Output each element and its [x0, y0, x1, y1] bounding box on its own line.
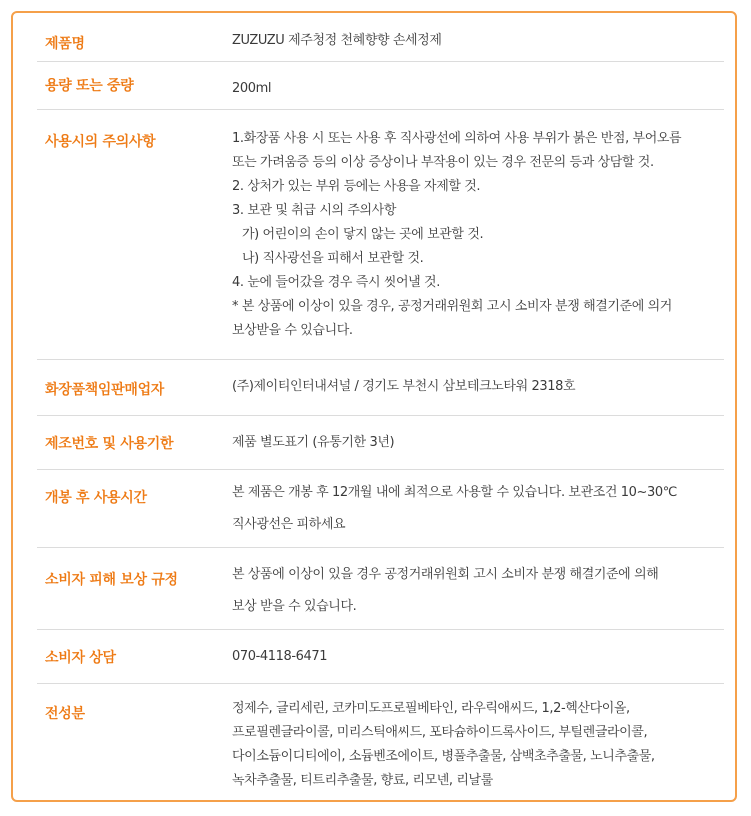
distributor-text: (주)제이티인터내셔널 / 경기도 부천시 삼보테크노타워 2318호 — [232, 379, 576, 394]
manufacture-label: 제조번호 및 사용기한 — [45, 436, 174, 452]
distributor-label: 화장품책임판매업자 — [45, 382, 165, 398]
row-distributor — [37, 359, 724, 416]
product-name-value — [232, 29, 722, 53]
after-opening-label: 개봉 후 사용시간 — [45, 490, 147, 506]
compensation-label: 소비자 피해 보상 규정 — [45, 572, 178, 588]
row-ingredients — [37, 683, 724, 798]
manufacture-value — [232, 431, 722, 455]
product-name-label: 제품명 — [45, 36, 85, 52]
row-cautions — [37, 109, 724, 360]
after-opening-value — [232, 481, 722, 537]
cautions-value — [232, 127, 722, 343]
row-volume — [37, 61, 724, 110]
after-opening-line: 본 제품은 개봉 후 12개월 내에 최적으로 사용할 수 있습니다. 보관조건 10~30℃ — [232, 485, 677, 500]
caution-line: 3. 보관 및 취급 시의 주의사항 — [232, 203, 397, 218]
caution-line: 보상받을 수 있습니다. — [232, 323, 353, 338]
row-compensation — [37, 547, 724, 630]
caution-line: 4. 눈에 들어갔을 경우 즉시 씻어낼 것. — [232, 275, 440, 290]
volume-label: 용량 또는 중량 — [45, 78, 134, 94]
compensation-line: 본 상품에 이상이 있을 경우 공정거래위원회 고시 소비자 분쟁 해결기준에 의해 — [232, 567, 659, 582]
product-name-text: ZUZUZU 제주청정 천혜향향 손세정제 — [232, 33, 442, 48]
ingredients-line: 정제수, 글리세린, 코카미도프로필베타인, 라우릭애씨드, 1,2-헥산다이올, — [232, 701, 630, 716]
row-after-opening — [37, 469, 724, 548]
consultation-label: 소비자 상담 — [45, 650, 116, 666]
caution-line: 또는 가려움증 등의 이상 증상이나 부작용이 있는 경우 전문의 등과 상담할 것. — [232, 155, 654, 170]
cautions-label: 사용시의 주의사항 — [45, 134, 156, 150]
caution-line: 나) 직사광선을 피해서 보관할 것. — [242, 251, 424, 266]
row-consultation — [37, 629, 724, 684]
compensation-line: 보상 받을 수 있습니다. — [232, 599, 357, 614]
caution-line: 1.화장품 사용 시 또는 사용 후 직사광선에 의하여 사용 부위가 붉은 반점, 부어오름 — [232, 131, 682, 146]
compensation-value — [232, 563, 722, 619]
product-info-table — [11, 11, 737, 802]
row-manufacture — [37, 415, 724, 470]
row-product-name — [37, 13, 724, 62]
caution-line: * 본 상품에 이상이 있을 경우, 공정거래위원회 고시 소비자 분쟁 해결기준에 의거 — [232, 299, 672, 314]
ingredients-value — [232, 697, 722, 793]
ingredients-line: 프로필렌글라이콜, 미리스틱애씨드, 포타슘하이드록사이드, 부틸렌글라이콜, — [232, 725, 648, 740]
ingredients-line: 다이소듐이디티에이, 소듐벤조에이트, 병풀추출물, 삼백초추출물, 노니추출물, — [232, 749, 655, 764]
ingredients-label: 전성분 — [45, 706, 85, 722]
caution-line: 가) 어린이의 손이 닿지 않는 곳에 보관할 것. — [242, 227, 484, 242]
volume-text: 200ml — [232, 81, 272, 96]
ingredients-line: 녹차추출물, 티트리추출물, 향료, 리모넨, 리날룰 — [232, 773, 493, 788]
after-opening-line: 직사광선은 피하세요 — [232, 517, 346, 532]
distributor-value — [232, 375, 722, 399]
manufacture-text: 제품 별도표기 (유통기한 3년) — [232, 435, 395, 450]
volume-value — [232, 77, 722, 101]
caution-line: 2. 상처가 있는 부위 등에는 사용을 자제할 것. — [232, 179, 481, 194]
phone-number: 070-4118-6471 — [232, 649, 328, 664]
consultation-value — [232, 645, 722, 669]
